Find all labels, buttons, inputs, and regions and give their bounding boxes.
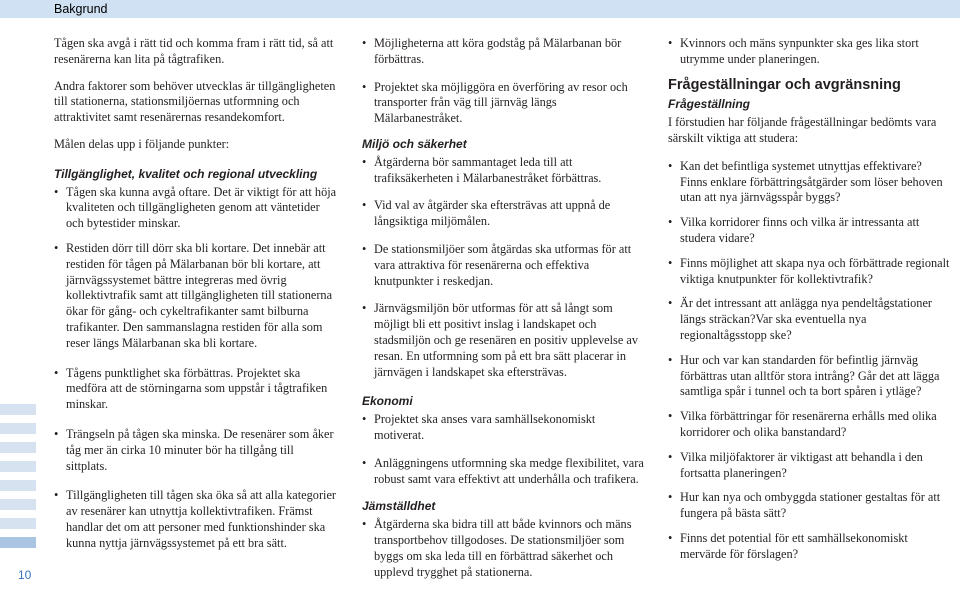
list-item: • Tågens punktlighet ska förbättras. Projektet ska medföra att de störningarna som uppstår i tågtrafiken minskar. xyxy=(54,366,338,413)
paragraph: Tågen ska avgå i rätt tid och komma fram i rätt tid, så att resenärerna kan lita på tågtrafiken. xyxy=(54,36,334,66)
list-item: • Hur och var kan standarden för befintlig järnväg förbättras utan alltför stora intrång? Går det att lägga samtliga spår i tunnel och ta bort spåren i ytläge? xyxy=(668,353,950,400)
list-item: • Åtgärderna ska bidra till att både kvinnors och mäns transportbehov tillgodoses. De stationsmiljöer som byggs om ska leda till en förbättrad säkerhet och upplevd trygghet på stationerna. xyxy=(362,517,644,580)
side-tab-active xyxy=(0,537,36,548)
column-2 xyxy=(362,36,644,589)
list-item: • Vilka förbättringar för resenärerna erhålls med olika korridorer och olika banstandard? xyxy=(668,409,950,441)
bullet-list xyxy=(362,36,644,127)
side-tab xyxy=(0,423,36,434)
list-item: • Anläggningens utformning ska medge flexibilitet, vara robust samt vara effektivt att underhålla och trafikera. xyxy=(362,456,644,488)
list-item: • Järnvägsmiljön bör utformas för att så långt som möjligt bli ett positivt inslag i landskapet och stadsmiljön och ge resenären en positiv upplevelse av resan. En utformning som på ett bra sätt placerar in järnvägen i landskapet ska eftersträvas. xyxy=(362,301,644,380)
bullet-list xyxy=(668,159,950,563)
subheading: Tillgänglighet, kvalitet och regional utveckling xyxy=(54,166,318,181)
list-item: • Finns det potential för ett samhällsekonomiskt mervärde för förslagen? xyxy=(668,531,950,563)
page-number: 10 xyxy=(18,568,32,582)
list-item: • Tågen ska kunna avgå oftare. Det är viktigt för att höja kvaliteten och tillgängligheten genom att väntetider och bytestider minskar. xyxy=(54,185,338,232)
section-heading: Frågeställningar och avgränsning xyxy=(668,76,901,93)
header-bar xyxy=(0,0,960,18)
side-tab xyxy=(0,404,36,415)
list-item: • Är det intressant att anlägga nya pendeltågstationer längs sträckan?Var ska eventuella nya regionaltågsstopp ske? xyxy=(668,296,950,343)
side-tab xyxy=(0,442,36,453)
list-item: • Vilka korridorer finns och vilka är intressanta att studera vidare? xyxy=(668,215,950,247)
side-tab xyxy=(0,480,36,491)
section-title: Bakgrund xyxy=(54,2,108,16)
bullet-list xyxy=(668,36,950,68)
list-item: • De stationsmiljöer som åtgärdas ska utformas för att vara attraktiva för resenärerna och effektiva knutpunkter i reskedjan. xyxy=(362,242,644,289)
list-item: • Trängseln på tågen ska minska. De resenärer som åker tåg mer än cirka 10 minuter bör ha tillgång till sittplats. xyxy=(54,427,338,474)
list-item: • Hur kan nya och ombyggda stationer gestaltas för att fungera på bästa sätt? xyxy=(668,490,950,522)
paragraph: I förstudien har följande frågeställningar bedömts vara särskilt viktiga att studera: xyxy=(668,115,937,145)
subheading: Ekonomi xyxy=(362,394,413,409)
list-item: • Projektet ska möjliggöra en överföring av resor och transporter från väg till järnväg längs Mälarbanestråket. xyxy=(362,80,644,127)
bullet-list xyxy=(54,185,338,552)
subheading: Miljö och säkerhet xyxy=(362,136,467,151)
list-item: • Projektet ska anses vara samhällsekonomiskt motiverat. xyxy=(362,412,644,444)
bullet-list xyxy=(362,517,644,580)
list-item: • Åtgärderna bör sammantaget leda till att trafiksäkerheten i Mälarbanestråket förbättras. xyxy=(362,155,644,187)
paragraph: Målen delas upp i följande punkter: xyxy=(54,136,230,151)
side-tab xyxy=(0,518,36,529)
side-tab xyxy=(0,499,36,510)
bullet-list xyxy=(362,155,644,381)
subheading: Jämställdhet xyxy=(362,499,436,514)
list-item: • Tillgängligheten till tågen ska öka så att alla kategorier av resenärer kan utnyttja kollektivtrafiken. Främst handlar det om att personer med funktionshinder ska kunna nyttja järnvägssystemet på ett bra sätt. xyxy=(54,488,338,551)
paragraph: Andra faktorer som behöver utvecklas är tillgängligheten till stationerna, stationsmiljöernas utformning och attraktivitet samt resenärernas resandekomfort. xyxy=(54,78,336,125)
column-3 xyxy=(668,36,950,572)
list-item: • Kvinnors och mäns synpunkter ska ges lika stort utrymme under planeringen. xyxy=(668,36,950,68)
column-1 xyxy=(54,36,338,561)
list-item: • Vid val av åtgärder ska eftersträvas att uppnå de långsiktiga miljömålen. xyxy=(362,198,644,230)
list-item: • Restiden dörr till dörr ska bli kortare. Det innebär att restiden för tågen på Mälarbanan bör bli kortare, att järnvägssystemet bättre integreras med övrig kollektivtrafik samt att tillgängligheten till stationerna ökar för gång- och cykeltrafikanter samt bilburna trafikanter. Den sammanslagna restiden för alla som reser längs Mälarbanan ska bli kortare. xyxy=(54,241,338,352)
list-item: • Kan det befintliga systemet utnyttjas effektivare? Finns enklare förbättringsåtgärder som löser behoven utan att nya järnvägsspår byggs? xyxy=(668,159,950,206)
subheading: Frågeställning xyxy=(668,97,751,112)
list-item: • Möjligheterna att köra godståg på Mälarbanan bör förbättras. xyxy=(362,36,644,68)
bullet-list xyxy=(362,412,644,487)
side-tabs xyxy=(0,404,36,556)
list-item: • Finns möjlighet att skapa nya och förbättrade regionalt viktiga knutpunkter för kollektivtrafik? xyxy=(668,256,950,288)
side-tab xyxy=(0,461,36,472)
list-item: • Vilka miljöfaktorer är viktigast att behandla i den fortsatta planeringen? xyxy=(668,450,950,482)
